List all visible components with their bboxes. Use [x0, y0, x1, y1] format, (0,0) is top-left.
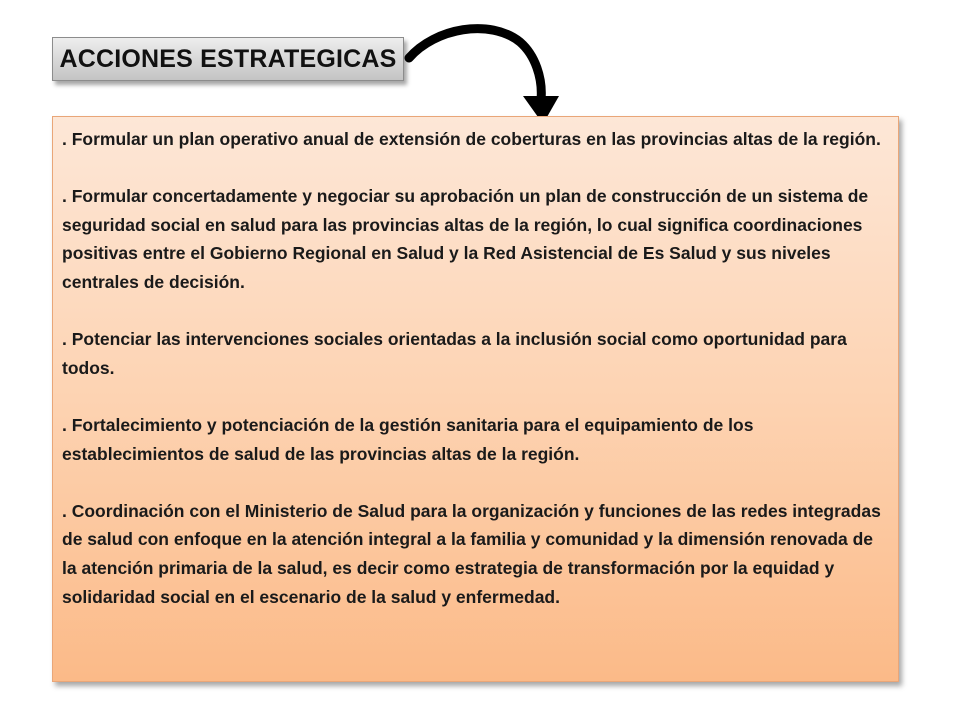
action-item-3: . Potenciar las intervenciones sociales orientadas a la inclusión social como oportunidad para todos. — [62, 329, 847, 378]
curved-arrow-icon — [395, 20, 575, 130]
slide-title: ACCIONES ESTRATEGICAS — [59, 44, 397, 73]
actions-content-box — [52, 116, 899, 682]
action-item-2: . Formular concertadamente y negociar su aprobación un plan de construcción de un sistema de seguridad social en salud para las provincias altas de la región, lo cual significa coordinaciones positivas entre el Gobierno Regional en Salud y la Red Asistencial de Es Salud y sus niveles centrales de decisión. — [62, 186, 869, 292]
action-item-4: . Fortalecimiento y potenciación de la gestión sanitaria para el equipamiento de los establecimientos de salud de las provincias altas de la región. — [62, 414, 754, 464]
action-item-5: . Coordinación con el Ministerio de Salud para la organización y funciones de las redes integradas de salud con enfoque en la atención integral a la familia y comunidad y la dimensión renovada de la atención primaria de la salud, es decir como estrategia de transformación por la equidad y solidaridad social en el escenario de la salud y enfermedad. — [62, 500, 881, 607]
action-item-1: . Formular un plan operativo anual de extensión de coberturas en las provincias altas de la región. — [62, 129, 881, 149]
title-box — [52, 37, 404, 81]
